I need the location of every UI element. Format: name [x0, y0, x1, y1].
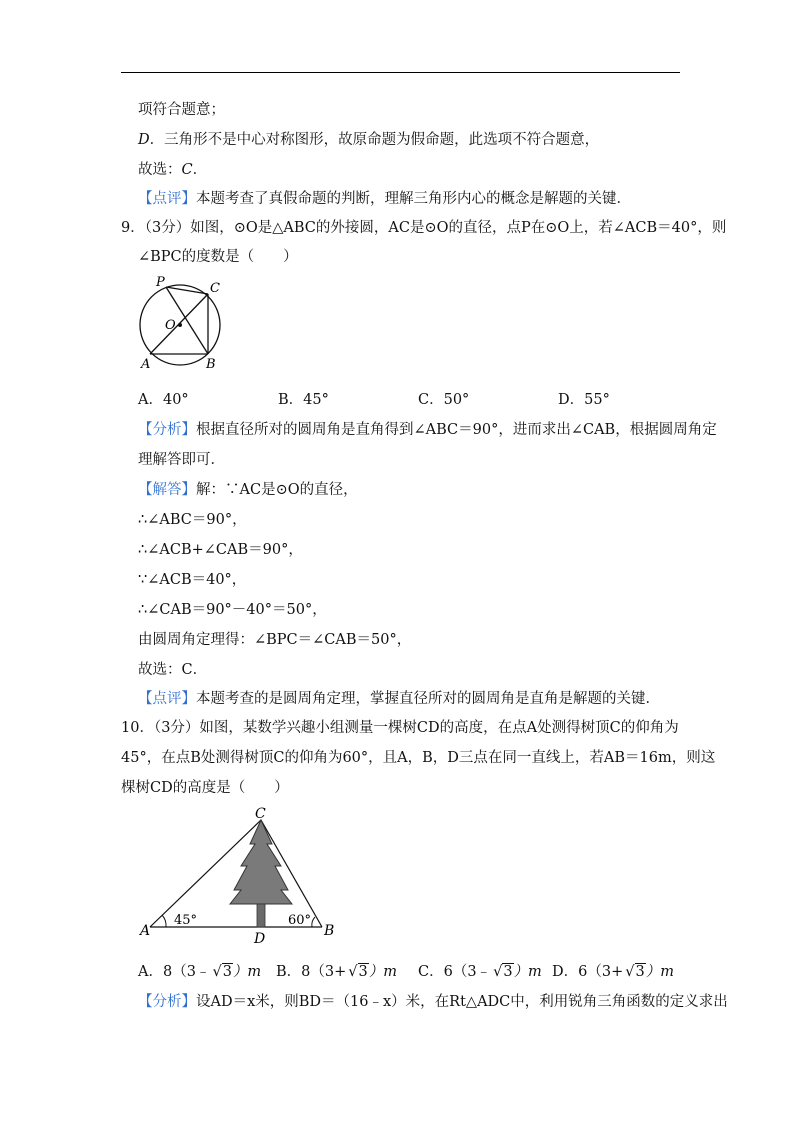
q9-option-a: A．40°: [138, 392, 189, 408]
prev-line: 项符合题意；: [138, 102, 225, 118]
prev-answer: 故选：C．: [138, 162, 208, 178]
q9-solution-line2: ∴∠ABC＝90°，: [138, 512, 247, 528]
sqrt-symbol: √3: [625, 964, 645, 980]
q10-angle-arc-a: [162, 915, 166, 927]
q10-analysis-line1: 【分析】设AD＝x米，则BD＝（16﹣x）米，在Rt△ADC中，利用锐角三角函数的定义求出: [138, 994, 728, 1010]
q9-label-c: C: [210, 281, 220, 296]
q10-option-c: C．6（3﹣ √3）m: [418, 964, 542, 980]
q9-analysis-line2: 理解答即可．: [138, 452, 225, 468]
q10-stem-line1: 10．（3分）如图，某数学兴趣小组测量一棵树CD的高度，在点A处测得树顶C的仰角为: [121, 720, 679, 736]
prev-option-d: D．三角形不是中心对称图形，故原命题为假命题，此选项不符合题意，: [138, 132, 600, 148]
q10-label-d: D: [254, 931, 266, 944]
q9-option-b: B．45°: [278, 392, 329, 408]
q9-label-o: O: [165, 318, 176, 333]
q9-solution-line6: 由圆周角定理得：∠BPC＝∠CAB＝50°，: [138, 632, 412, 648]
q10-label-angle-b: 60°: [288, 913, 312, 928]
q9-analysis-line1: 【分析】根据直径所对的圆周角是直角得到∠ABC＝90°，进而求出∠CAB，根据圆周角定: [138, 422, 717, 438]
q10-tree-crown: [230, 820, 292, 904]
header-rule: [121, 72, 680, 73]
q9-stem-line2: ∠BPC的度数是（ ）: [138, 249, 298, 265]
q10-tree-figure: [138, 804, 348, 944]
q10-stem-line2: 45°，在点B处测得树顶C的仰角为60°，且A，B，D三点在同一直线上，若AB＝16m，则这: [121, 750, 716, 766]
q9-solution-line1: 【解答】解：∵AC是⊙O的直径，: [138, 482, 358, 498]
sqrt-symbol: √3: [493, 964, 513, 980]
q9-option-d: D．55°: [558, 392, 610, 408]
q10-angle-arc-b: [312, 917, 315, 927]
q9-option-c: C．50°: [418, 392, 470, 408]
q9-label-p: P: [156, 275, 165, 290]
q10-label-angle-a: 45°: [174, 913, 198, 928]
q10-tree-trunk: [257, 904, 265, 927]
q9-center-dot: [178, 323, 182, 327]
q10-label-c: C: [255, 806, 266, 822]
q10-option-a: A．8（3﹣ √3）m: [138, 964, 262, 980]
q9-label-b: B: [206, 357, 216, 372]
sqrt-symbol: √3: [348, 964, 368, 980]
prev-review: 【点评】本题考查了真假命题的判断，理解三角形内心的概念是解题的关键．: [138, 191, 631, 207]
q9-solution-line3: ∴∠ACB+∠CAB＝90°，: [138, 542, 303, 558]
q10-option-d: D．6（3+ √3）m: [552, 964, 674, 980]
q9-solution-line4: ∵∠ACB＝40°，: [138, 572, 247, 588]
q9-stem-line1: 9．（3分）如图，⊙O是△ABC的外接圆，AC是⊙O的直径，点P在⊙O上，若∠ACB＝40°，则: [121, 220, 727, 236]
q9-review: 【点评】本题考查的是圆周角定理，掌握直径所对的圆周角是直角是解题的关键．: [138, 691, 660, 707]
q10-label-b: B: [324, 923, 335, 939]
q9-circle-figure: [136, 272, 236, 372]
q9-chord-pc: [166, 287, 208, 294]
q9-solution-line5: ∴∠CAB＝90°－40°＝50°，: [138, 602, 327, 618]
q10-option-b: B．8（3+ √3）m: [276, 964, 397, 980]
q10-stem-line3: 棵树CD的高度是（ ）: [121, 780, 289, 796]
q9-solution-line7: 故选：C．: [138, 662, 208, 678]
q9-label-a: A: [141, 357, 151, 372]
sqrt-symbol: √3: [212, 964, 232, 980]
q10-label-a: A: [140, 923, 151, 939]
